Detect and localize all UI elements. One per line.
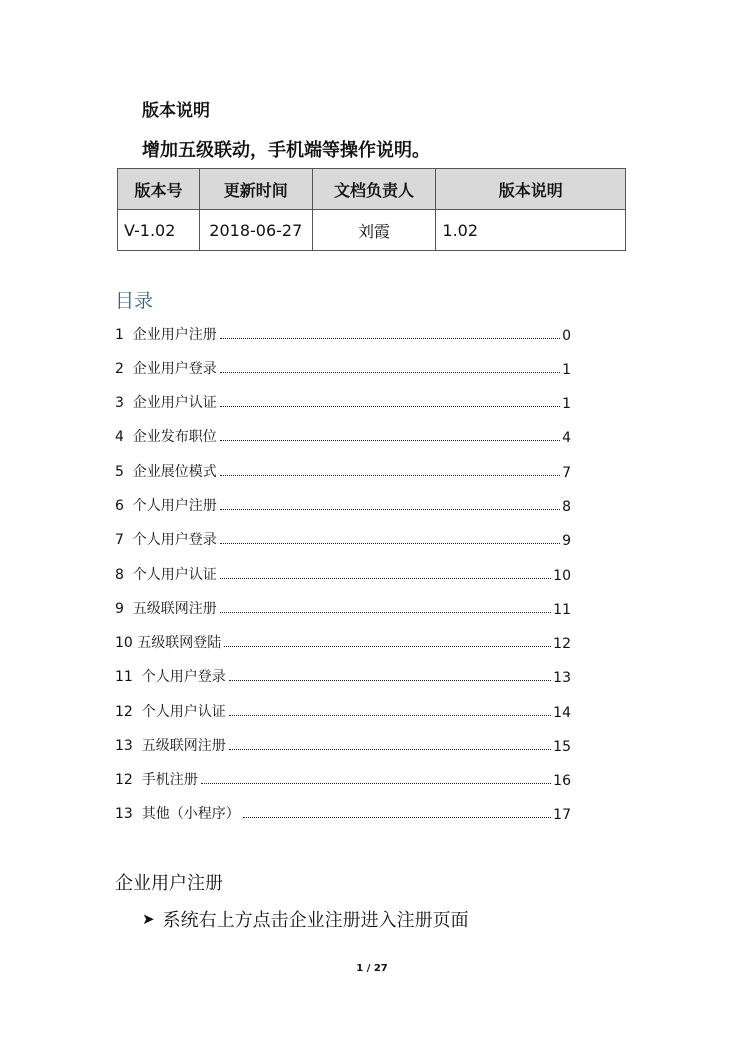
toc-entry-label: 6 个人用户注册 — [115, 498, 217, 514]
toc-entry[interactable] — [115, 699, 571, 721]
toc-entry-label: 3 企业用户认证 — [115, 395, 217, 411]
toc-entry-page: 0 — [562, 328, 571, 344]
toc-entry-page: 16 — [553, 773, 571, 789]
toc-entry-label: 5 企业展位模式 — [115, 464, 217, 480]
version-table-row — [118, 210, 626, 251]
toc-entry-label: 2 企业用户登录 — [115, 361, 217, 377]
toc-entry-label: 10 五级联网登陆 — [115, 635, 222, 651]
toc-entry-page: 8 — [562, 499, 571, 515]
toc-entry-page: 10 — [553, 568, 571, 584]
header-version-number: 版本号 — [118, 169, 200, 210]
cell-doc-owner: 刘霞 — [312, 210, 436, 251]
toc-leader-dots — [229, 715, 551, 716]
toc-entry[interactable] — [115, 630, 571, 652]
toc-entry-page: 17 — [553, 807, 571, 823]
version-table — [117, 168, 626, 251]
page-number: 1 / 27 — [356, 963, 388, 974]
cell-version-number: V-1.02 — [118, 210, 200, 251]
toc-entry-page: 4 — [562, 430, 571, 446]
toc-leader-dots — [220, 612, 551, 613]
toc-entry[interactable] — [115, 562, 571, 584]
cell-version-notes: 1.02 — [436, 210, 626, 251]
toc-entry-page: 14 — [553, 705, 571, 721]
toc-entry-page: 7 — [562, 465, 571, 481]
header-update-time: 更新时间 — [199, 169, 312, 210]
toc-entry[interactable] — [115, 322, 571, 344]
toc-entry-label: 1 企业用户注册 — [115, 327, 217, 343]
toc-entry-page: 9 — [562, 533, 571, 549]
toc-leader-dots — [220, 372, 560, 373]
version-heading: 版本说明 — [142, 101, 210, 121]
toc-entry-label: 13 其他（小程序） — [115, 806, 240, 822]
toc-entry-label: 11 个人用户登录 — [115, 669, 226, 685]
toc-entry-label: 12 个人用户认证 — [115, 704, 226, 720]
toc-entry-page: 1 — [562, 362, 571, 378]
toc-leader-dots — [220, 578, 551, 579]
toc-entry-page: 1 — [562, 396, 571, 412]
toc-entry[interactable] — [115, 733, 571, 755]
toc-entry[interactable] — [115, 424, 571, 446]
section-heading: 企业用户注册 — [115, 873, 223, 894]
header-version-notes: 版本说明 — [436, 169, 626, 210]
bullet-item — [142, 906, 469, 932]
toc-entry[interactable] — [115, 801, 571, 823]
toc-entry-page: 13 — [553, 670, 571, 686]
toc-leader-dots — [220, 406, 560, 407]
toc-title: 目录 — [115, 290, 154, 312]
cell-update-time: 2018-06-27 — [199, 210, 312, 251]
toc-entry-page: 11 — [553, 602, 571, 618]
header-doc-owner: 文档负责人 — [312, 169, 436, 210]
toc-entry-label: 8 个人用户认证 — [115, 567, 217, 583]
toc-entry[interactable] — [115, 493, 571, 515]
toc-entry[interactable] — [115, 459, 571, 481]
version-table-header-row — [118, 169, 626, 210]
toc-entry-page: 15 — [553, 739, 571, 755]
toc-leader-dots — [220, 543, 560, 544]
toc-leader-dots — [201, 783, 551, 784]
toc-leader-dots — [243, 817, 551, 818]
toc-leader-dots — [220, 440, 560, 441]
toc-leader-dots — [229, 749, 551, 750]
toc-leader-dots — [220, 475, 560, 476]
toc-leader-dots — [229, 680, 551, 681]
toc-entry[interactable] — [115, 356, 571, 378]
toc-entry[interactable] — [115, 527, 571, 549]
toc-entry[interactable] — [115, 390, 571, 412]
toc-leader-dots — [224, 646, 551, 647]
bullet-text: 系统右上方点击企业注册进入注册页面 — [162, 910, 469, 931]
toc-entry[interactable] — [115, 664, 571, 686]
arrow-bullet-icon: ➤ — [142, 910, 155, 928]
toc-entry-label: 7 个人用户登录 — [115, 532, 217, 548]
toc-entry[interactable] — [115, 767, 571, 789]
toc-entry[interactable] — [115, 596, 571, 618]
toc-entry-page: 12 — [553, 636, 571, 652]
toc-entry-label: 4 企业发布职位 — [115, 429, 217, 445]
toc-leader-dots — [220, 338, 560, 339]
toc-entry-label: 12 手机注册 — [115, 772, 198, 788]
toc-entry-label: 13 五级联网注册 — [115, 738, 226, 754]
toc-leader-dots — [220, 509, 560, 510]
toc-entry-label: 9 五级联网注册 — [115, 601, 217, 617]
version-description: 增加五级联动，手机端等操作说明。 — [142, 140, 430, 161]
